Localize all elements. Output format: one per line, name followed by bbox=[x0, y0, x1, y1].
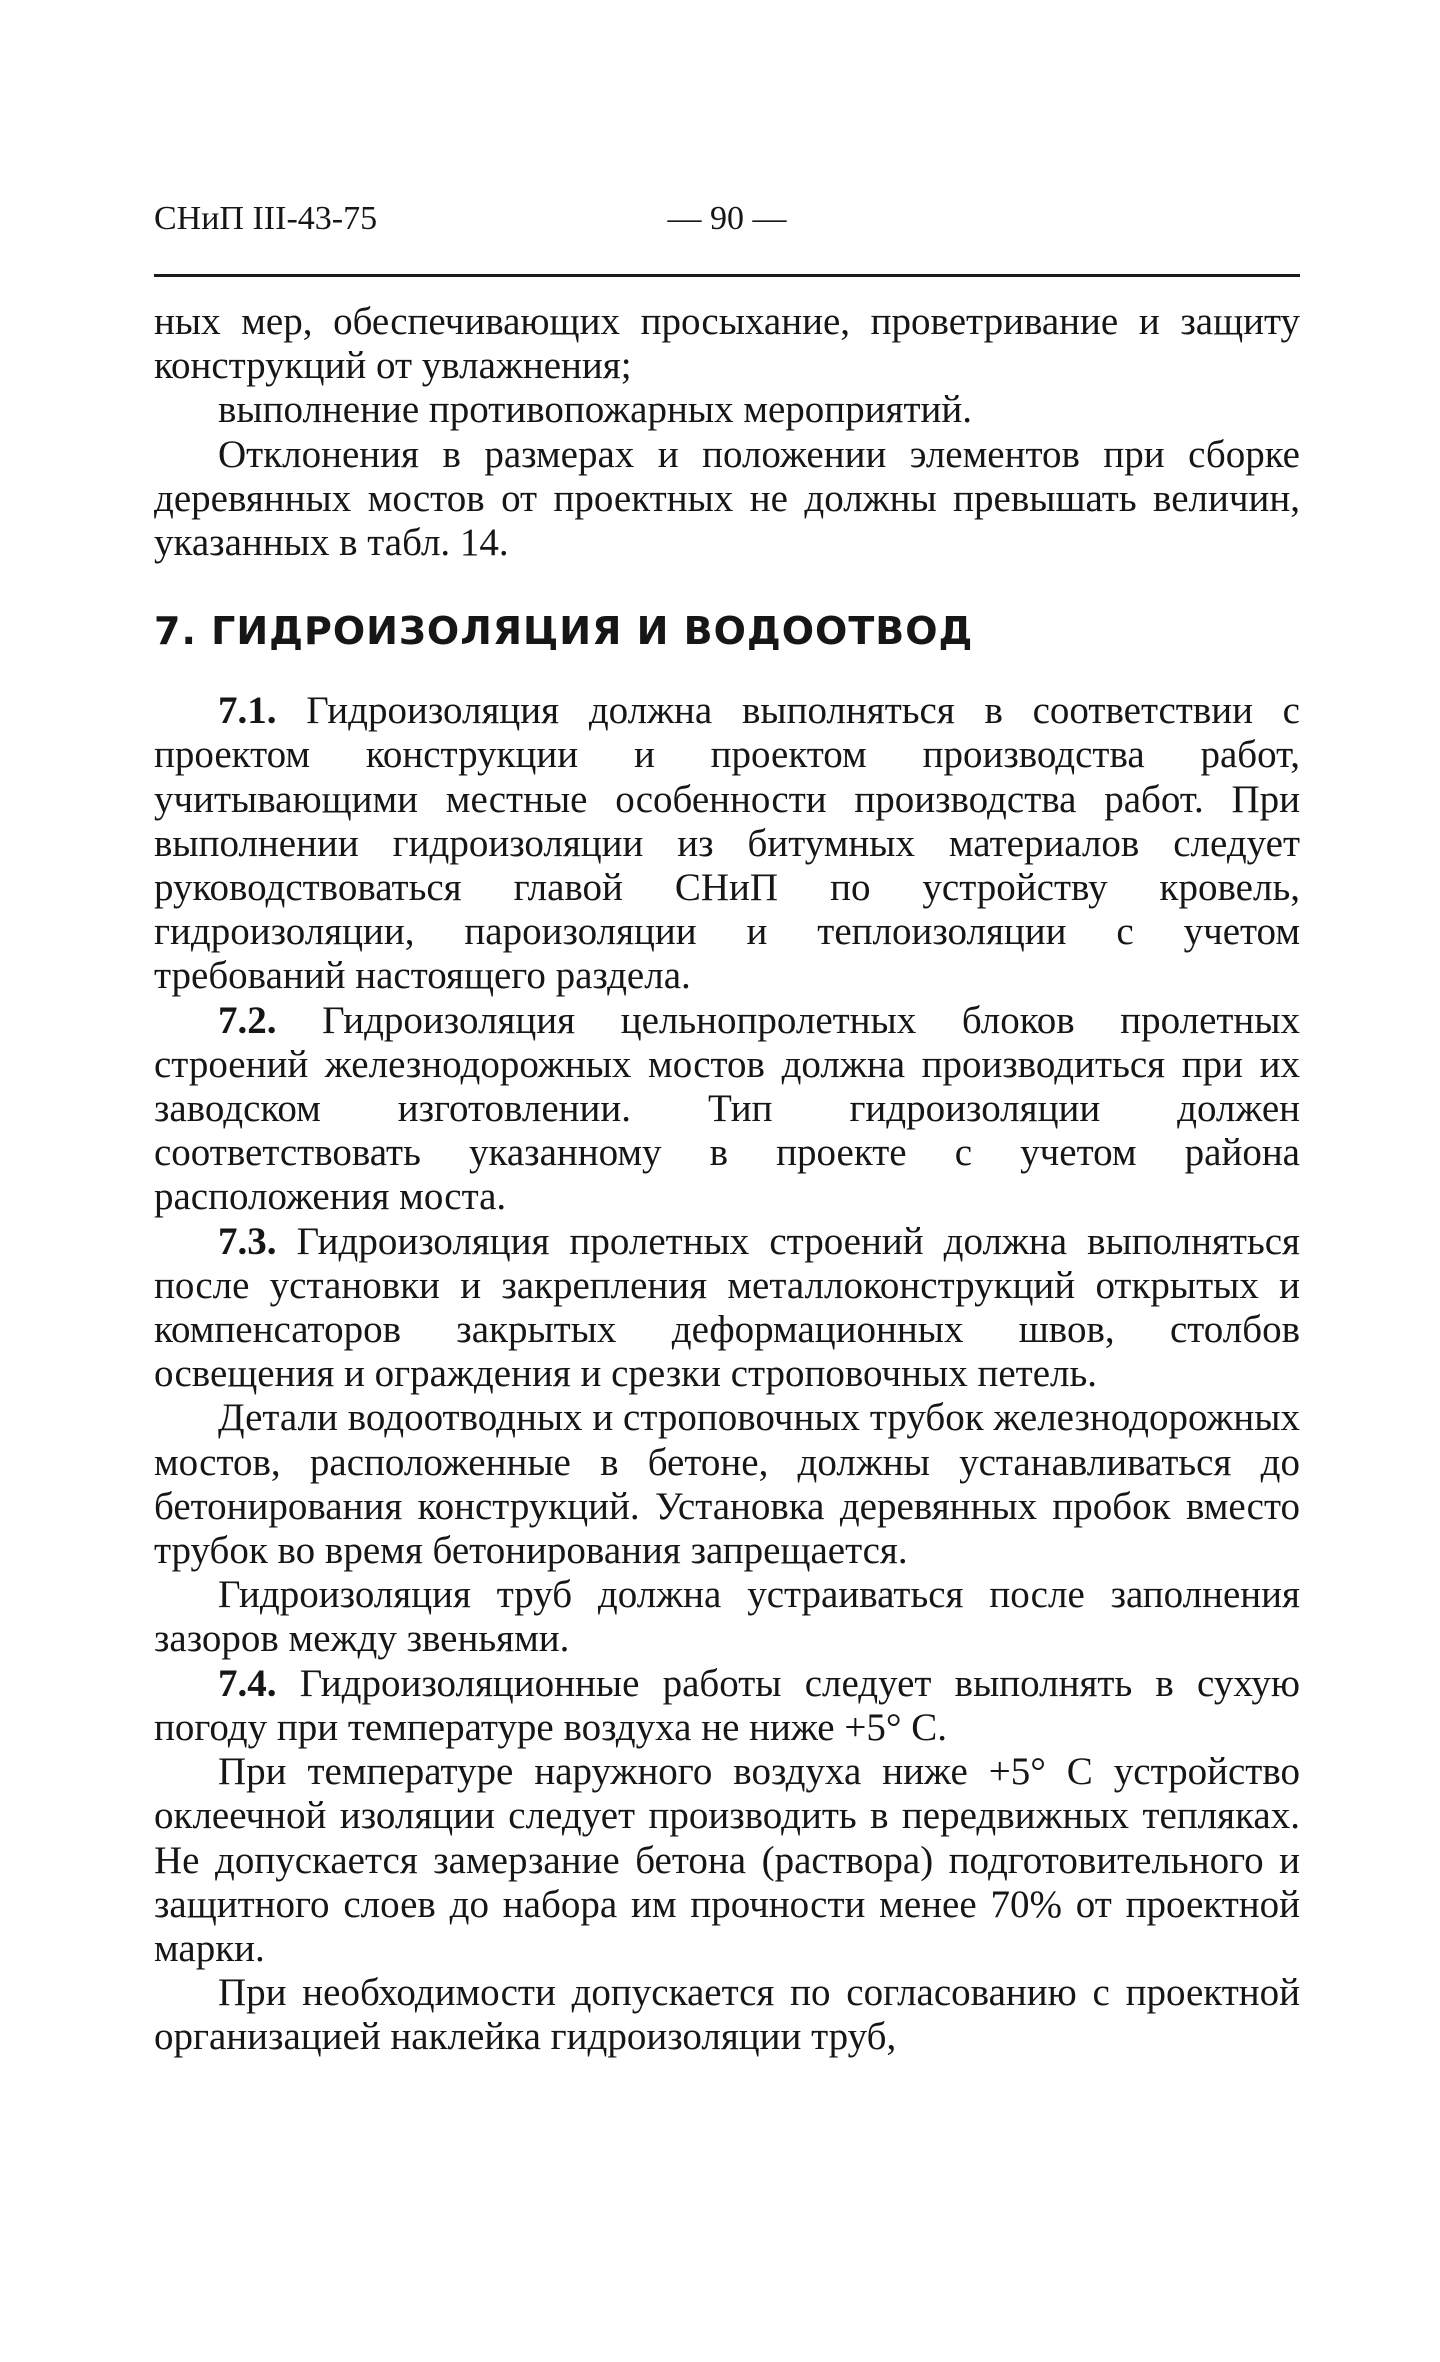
clause-7-3 bbox=[154, 1220, 1300, 1397]
clause-number: 7.2. bbox=[218, 998, 277, 1042]
clause-text: Гидроизоляция пролетных строений должна выполняться после установки и закрепления металлоконструкций открытых и компенсаторов закрытых деформационных швов, столбов освещения и ограждения и срезки строповочных петель. bbox=[154, 1219, 1300, 1396]
header-rule bbox=[154, 274, 1300, 277]
paragraph: Отклонения в размерах и положении элементов при сборке деревянных мостов от проектных не должны превышать величин, указанных в табл. 14. bbox=[154, 432, 1300, 565]
document-page bbox=[154, 196, 1301, 2059]
document-code: СНиП III-43-75 bbox=[154, 200, 378, 237]
section-title: 7. ГИДРОИЗОЛЯЦИЯ И ВОДООТВОД bbox=[154, 609, 974, 654]
document-body bbox=[154, 300, 1300, 2060]
clause-7-2 bbox=[154, 999, 1300, 1220]
paragraph: При необходимости допускается по согласованию с проектной организацией наклейка гидроизоляции труб, bbox=[154, 1971, 1300, 2059]
paragraph: Гидроизоляция труб должна устраиваться после заполнения зазоров между звеньями. bbox=[154, 1573, 1300, 1661]
clause-7-1 bbox=[154, 689, 1300, 998]
paragraph: ных мер, обеспечивающих просыхание, проветривание и защиту конструкций от увлажнения; bbox=[154, 300, 1300, 388]
clause-text: Гидроизоляционные работы следует выполнять в сухую погоду при температуре воздуха не ниже +5° С. bbox=[154, 1661, 1300, 1749]
clause-7-4 bbox=[154, 1662, 1300, 1750]
paragraph: При температуре наружного воздуха ниже +5° С устройство оклеечной изоляции следует производить в передвижных тепляках. Не допускается замерзание бетона (раствора) подготовительного и защитного слоев до набора им прочности менее 70% от проектной марки. bbox=[154, 1750, 1300, 1970]
paragraph: выполнение противопожарных мероприятий. bbox=[218, 388, 973, 432]
clause-number: 7.1. bbox=[218, 689, 277, 733]
clause-number: 7.4. bbox=[218, 1661, 277, 1705]
clause-text: Гидроизоляция цельнопролетных блоков пролетных строений железнодорожных мостов должна производиться при их заводском изготовлении. Тип гидроизоляции должен соответствовать указанному в проекте с учетом района расположения моста. bbox=[154, 998, 1301, 1219]
page-number: — 90 — bbox=[667, 200, 787, 237]
paragraph: Детали водоотводных и строповочных трубок железнодорожных мостов, расположенные в бетоне, должны устанавливаться до бетонирования конструкций. Установка деревянных пробок вместо трубок во время бетонирования запрещается. bbox=[154, 1396, 1300, 1573]
clause-text: Гидроизоляция должна выполняться в соответствии с проектом конструкции и проектом производства работ, учитывающими местные особенности производства работ. При выполнении гидроизоляции из битумных материалов следует руководствоваться главой СНиП по устройству кровель, гидроизоляции, пароизоляции и теплоизоляции с учетом требований настоящего раздела. bbox=[154, 689, 1300, 998]
clause-number: 7.3. bbox=[218, 1219, 277, 1263]
running-header bbox=[154, 196, 1300, 242]
